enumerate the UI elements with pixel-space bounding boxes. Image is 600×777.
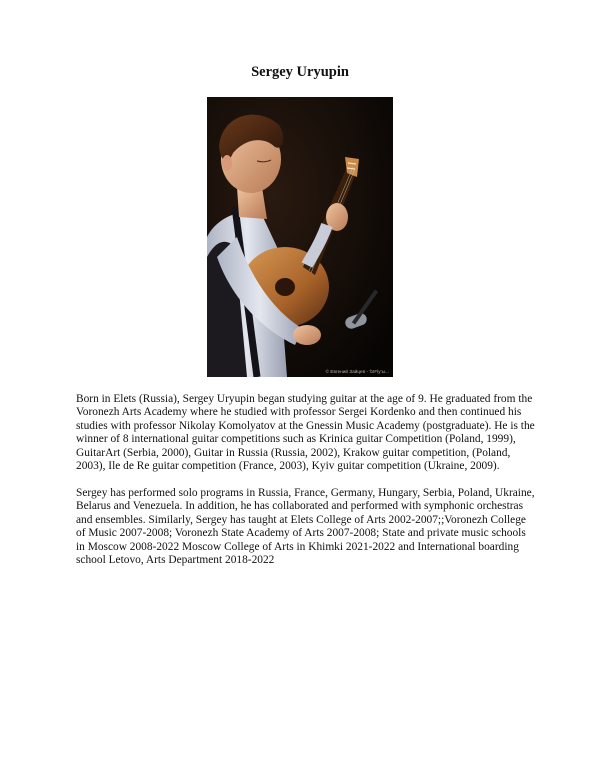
guitarist-photo xyxy=(207,97,393,377)
page-title: Sergey Uryupin xyxy=(251,64,349,80)
photo-credit: © Евгений Зайцев - 'bIFly'ы... xyxy=(325,369,389,374)
bio-paragraph-1: Born in Elets (Russia), Sergey Uryupin began studying guitar at the age of 9. He graduated from the Voronezh Arts Academy where he studied with professor Sergei Kordenko and then continued his studies with professor Nikolay Komolyatov at the Gnessin Music Academy (postgraduate). He is the winner of 8 international guitar competitions such as Krinica guitar Competition (Poland, 1999), GuitarArt (Serbia, 2000), Guitar in Russia (Russia, 2002), Krakow guitar competition, (Poland, 2003), Ile de Re guitar competition (France, 2003), Kyiv guitar competition (Ukraine, 2009). xyxy=(76,393,535,473)
bio-paragraph-2: Sergey has performed solo programs in Russia, France, Germany, Hungary, Serbia, Poland, Ukraine, Belarus and Venezuela. In addition, he has collaborated and performed with symphonic orchestras and ensembles. Similarly, Sergey has taught at Elets College of Arts 2002-2007;;Voronezh College of Music 2007-2008; Voronezh State Academy of Arts 2007-2008; State and private music schools in Moscow 2008-2022 Moscow College of Arts in Khimki 2021-2022 and International boarding school Letovo, Arts Department 2018-2022 xyxy=(76,487,535,567)
guitarist-photo-illustration xyxy=(207,97,393,377)
